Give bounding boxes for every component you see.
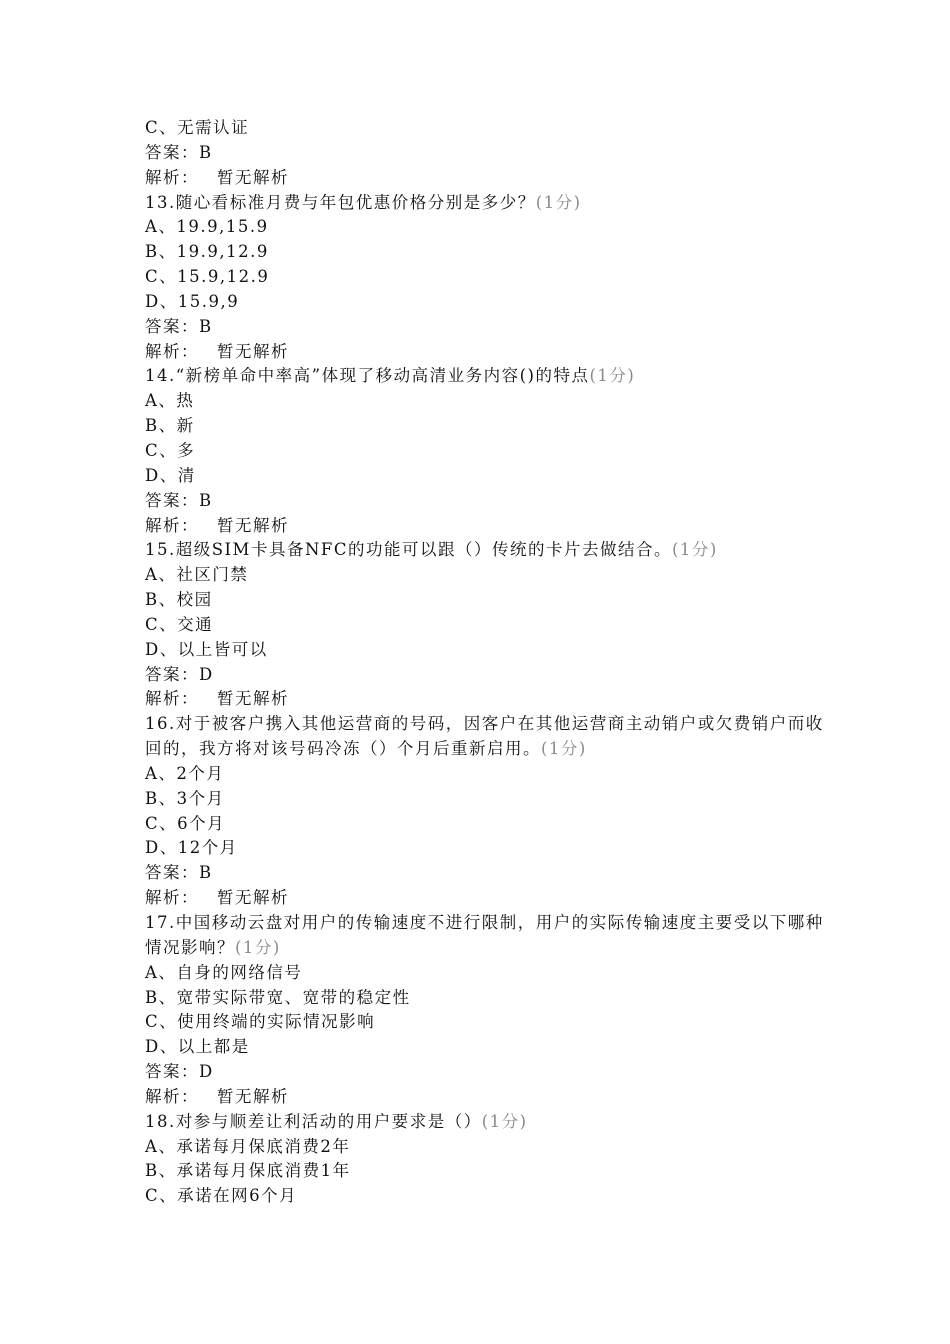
answer-line [145, 861, 825, 886]
answer-value: B [199, 316, 213, 336]
analysis-label: 解析： [145, 167, 199, 187]
question-stem: 14.“新榜单命中率高”体现了移动高清业务内容()的特点 [145, 366, 590, 386]
option-item: B、19.9,12.9 [145, 242, 269, 262]
question-text [145, 191, 825, 216]
option-item: D、15.9,9 [145, 291, 240, 311]
question-score: (1分) [235, 937, 281, 957]
question-stem: 18.对参与顺差让利活动的用户要求是（） [145, 1111, 482, 1131]
answer-label: 答案： [145, 490, 199, 510]
answer-line [145, 141, 825, 166]
option-item: C、承诺在网6个月 [145, 1186, 298, 1206]
question-stem: 17.中国移动云盘对用户的传输速度不进行限制，用户的实际传输速度主要受以下哪种情况影响？ [145, 913, 824, 957]
question-text [145, 911, 825, 961]
answer-line [145, 489, 825, 514]
option-item: A、社区门禁 [145, 565, 249, 585]
option-item: A、19.9,15.9 [145, 217, 269, 237]
option-item: C、15.9,12.9 [145, 267, 270, 287]
analysis-line [145, 514, 825, 539]
answer-label: 答案： [145, 863, 199, 883]
option-item: B、3个月 [145, 788, 225, 808]
analysis-value: 暂无解析 [217, 341, 289, 361]
option-item: A、2个月 [145, 763, 225, 783]
option-item: B、新 [145, 416, 195, 436]
answer-value: D [199, 664, 214, 684]
option-item: A、自身的网络信号 [145, 962, 303, 982]
analysis-line [145, 1085, 825, 1110]
option-item: D、以上皆可以 [145, 639, 268, 659]
analysis-label: 解析： [145, 689, 199, 709]
question-score: (1分) [541, 739, 587, 759]
question-text [145, 1110, 825, 1135]
question-stem: 13.随心看标准月费与年包优惠价格分别是多少？ [145, 192, 536, 212]
answer-value: B [199, 142, 213, 162]
option-item: C、多 [145, 440, 196, 460]
answer-line [145, 663, 825, 688]
analysis-label: 解析： [145, 888, 199, 908]
option-item: C、使用终端的实际情况影响 [145, 1012, 376, 1032]
analysis-label: 解析： [145, 1086, 199, 1106]
option-item: A、承诺每月保底消费2年 [145, 1136, 351, 1156]
option-item: D、12个月 [145, 838, 238, 858]
question-stem: 16.对于被客户携入其他运营商的号码，因客户在其他运营商主动销户或欠费销户而收回的，我方将对该号码冷冻（）个月后重新启用。 [145, 714, 824, 759]
question-score: (1分) [671, 540, 718, 560]
option-item: C、6个月 [145, 813, 226, 833]
option-item: A、热 [145, 391, 195, 411]
option-item: D、清 [145, 465, 196, 485]
answer-label: 答案： [145, 664, 199, 684]
question-text [145, 364, 825, 389]
answer-label: 答案： [145, 1062, 199, 1082]
document-body [145, 116, 825, 1209]
question-stem: 15.超级SIM卡具备NFC的功能可以跟（）传统的卡片去做结合。 [145, 540, 672, 560]
analysis-label: 解析： [145, 515, 199, 535]
question-score: (1分) [481, 1111, 528, 1131]
option-item: C、无需认证 [145, 118, 250, 137]
option-item: C、交通 [145, 614, 214, 634]
answer-value: B [199, 490, 213, 510]
analysis-value: 暂无解析 [217, 1086, 289, 1106]
answer-line [145, 1060, 825, 1085]
analysis-label: 解析： [145, 341, 199, 361]
question-text [145, 712, 825, 762]
option-item: D、以上都是 [145, 1037, 250, 1057]
answer-line [145, 315, 825, 340]
analysis-value: 暂无解析 [217, 167, 289, 187]
analysis-line [145, 886, 825, 911]
question-score: (1分) [535, 192, 582, 212]
analysis-value: 暂无解析 [217, 888, 289, 908]
option-item: B、宽带实际带宽、宽带的稳定性 [145, 987, 411, 1007]
analysis-line [145, 340, 825, 365]
question-text [145, 538, 825, 563]
analysis-value: 暂无解析 [217, 689, 289, 709]
analysis-line [145, 166, 825, 191]
question-score: (1分) [589, 366, 636, 386]
option-item: B、校园 [145, 590, 213, 610]
analysis-value: 暂无解析 [217, 515, 289, 535]
analysis-line [145, 687, 825, 712]
answer-value: B [199, 863, 213, 883]
answer-label: 答案： [145, 316, 199, 336]
option-item: B、承诺每月保底消费1年 [145, 1161, 351, 1181]
answer-value: D [199, 1062, 214, 1082]
answer-label: 答案： [145, 142, 199, 162]
